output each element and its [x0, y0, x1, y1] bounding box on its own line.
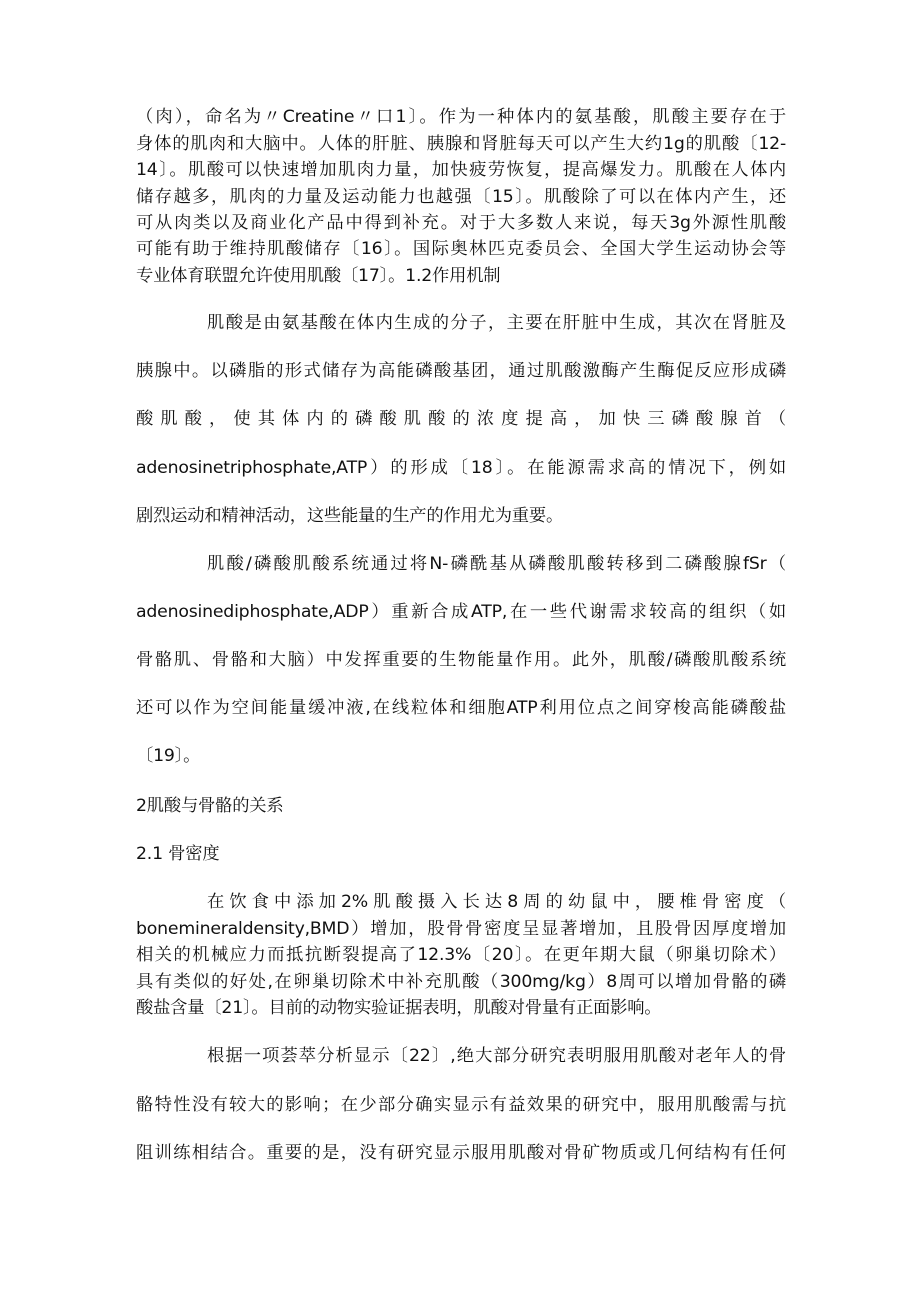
text-line: 骼特性没有较大的影响；在少部分确实显示有益效果的研究中，服用肌酸需与抗 — [136, 1095, 786, 1115]
text-line: bonemineraldensity,BMD）增加，股骨骨密度呈显著增加，且股骨因厚度增加 — [136, 919, 786, 939]
text-line: 根据一项荟萃分析显示〔22〕,绝大部分研究表明服用肌酸对老年人的骨 — [207, 1046, 786, 1066]
text-line: 储存越多，肌肉的力量及运动能力也越强〔15〕。肌酸除了可以在体内产生，还 — [136, 187, 786, 207]
section-heading: 2肌酸与骨骼的关系 — [136, 796, 284, 816]
text-line: 酸肌酸，使其体内的磷酸肌酸的浓度提高，加快三磷酸腺首（ — [136, 409, 786, 429]
text-line: 〔19〕。 — [136, 746, 201, 766]
text-line: 剧烈运动和精神活动，这些能量的生产的作用尤为重要。 — [136, 506, 564, 526]
text-line: 胰腺中。以磷脂的形式储存为高能磷酸基团，通过肌酸激酶产生酶促反应形成磷 — [136, 361, 786, 381]
text-line: 阻训练相结合。重要的是，没有研究显示服用肌酸对骨矿物质或几何结构有任何 — [136, 1143, 786, 1163]
text-line: 可从肉类以及商业化产品中得到补充。对于大多数人来说，每天3g外源性肌酸 — [136, 213, 786, 233]
text-line: adenosinediphosphate,ADP）重新合成ATP,在一些代谢需求较高的组织（如 — [136, 602, 786, 622]
text-line: 具有类似的好处,在卵巢切除术中补充肌酸（300mg/kg）8周可以增加骨骼的磷 — [136, 972, 786, 992]
subsection-heading: 2.1 骨密度 — [136, 844, 220, 864]
text-line: 肌酸/磷酸肌酸系统通过将N-磷酰基从磷酸肌酸转移到二磷酸腺fSr（ — [207, 554, 786, 574]
text-line: 专业体育联盟允许使用肌酸〔17〕。1.2作用机制 — [136, 266, 501, 286]
text-line: 酸盐含量〔21〕。目前的动物实验证据表明，肌酸对骨量有正面影响。 — [136, 998, 662, 1018]
text-line: 14〕。肌酸可以快速增加肌肉力量，加快疲劳恢复，提高爆发力。肌酸在人体内 — [136, 160, 786, 180]
text-line: 骨骼肌、骨骼和大脑）中发挥重要的生物能量作用。此外，肌酸/磷酸肌酸系统 — [136, 650, 786, 670]
text-line: 还可以作为空间能量缓冲液,在线粒体和细胞ATP利用位点之间穿梭高能磷酸盐 — [136, 698, 786, 718]
text-line: （肉），命名为〃Creatine〃口1〕。作为一种体内的氨基酸，肌酸主要存在于 — [136, 107, 786, 127]
text-line: 肌酸是由氨基酸在体内生成的分子，主要在肝脏中生成，其次在肾脏及 — [207, 313, 786, 333]
text-line: 在饮食中添加2%肌酸摄入长达8周的幼鼠中，腰椎骨密度（ — [207, 892, 786, 912]
text-line: 可能有助于维持肌酸储存〔16〕。国际奥林匹克委员会、全国大学生运动协会等 — [136, 239, 786, 259]
text-line: adenosinetriphosphate,ATP）的形成〔18〕。在能源需求高的情况下，例如 — [136, 458, 786, 478]
text-line: 相关的机械应力而抵抗断裂提高了12.3%〔20〕。在更年期大鼠（卵巢切除术） — [136, 945, 786, 965]
text-line: 身体的肌肉和大脑中。人体的肝脏、胰腺和肾脏每天可以产生大约1g的肌酸〔12- — [136, 134, 786, 154]
